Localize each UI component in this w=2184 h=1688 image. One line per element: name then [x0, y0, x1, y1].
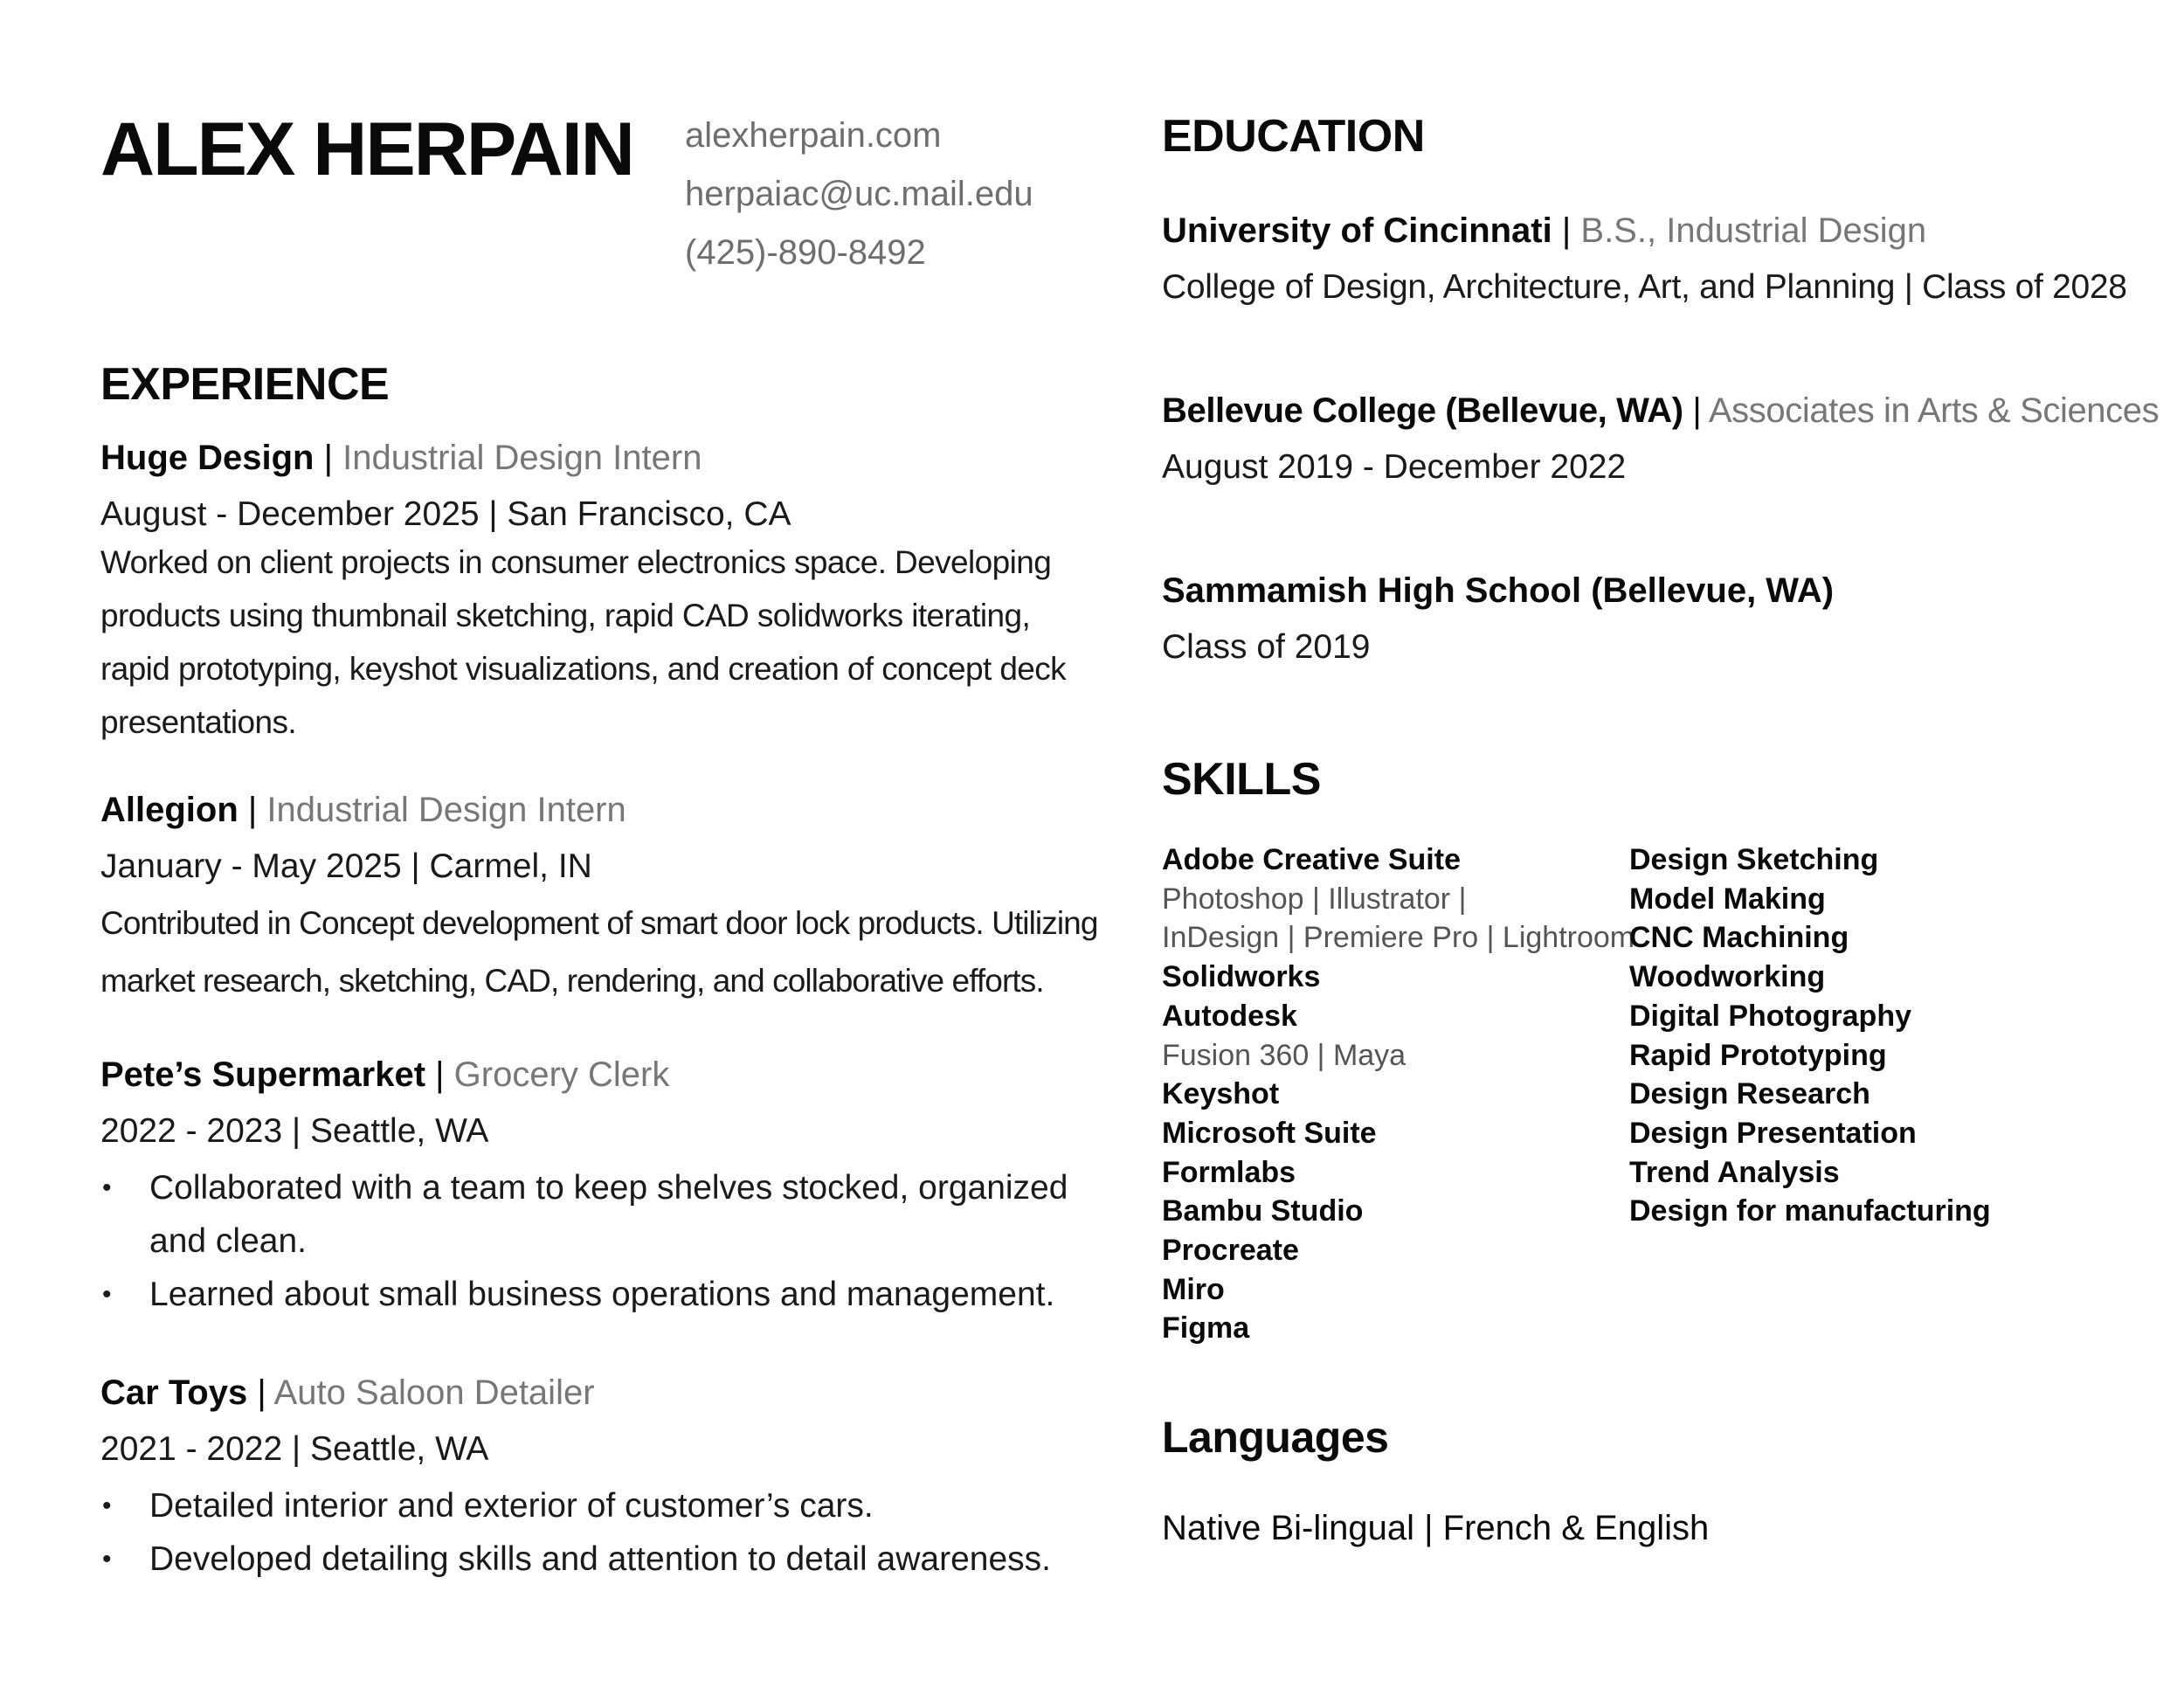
skill-item: Design Sketching — [1629, 843, 1879, 876]
separator: | — [1561, 211, 1572, 250]
job-dates-location: January - May 2025 | Carmel, IN — [100, 847, 592, 885]
skill-item: Rapid Prototyping — [1629, 1038, 1887, 1072]
school-title-line — [1162, 390, 2160, 432]
phone-number: (425)-890-8492 — [685, 233, 926, 272]
degree: Associates in Arts & Sciences — [1708, 391, 2160, 430]
description-line: Worked on client projects in consumer electronics space. Developing — [100, 543, 1052, 580]
job-allegion — [100, 789, 1114, 1010]
skill-item: Digital Photography — [1629, 999, 1911, 1033]
candidate-name: ALEX HERPAIN — [100, 107, 633, 191]
separator: | — [435, 1055, 445, 1094]
education-heading: EDUCATION — [1162, 111, 1425, 162]
languages-text: Native Bi-lingual | French & English — [1162, 1509, 1710, 1547]
job-car-toys — [100, 1372, 1114, 1586]
degree: B.S., Industrial Design — [1580, 211, 1927, 250]
job-description — [100, 895, 1114, 1010]
skill-item: Formlabs — [1162, 1155, 1296, 1189]
job-title-line — [100, 1054, 1114, 1096]
school-detail: Class of 2019 — [1162, 628, 1371, 666]
school-name: Bellevue College (Bellevue, WA) — [1162, 391, 1683, 430]
job-title-line — [100, 437, 1114, 479]
company-name: Huge Design — [100, 439, 314, 477]
skills-column-software — [1162, 841, 1635, 1348]
skill-item: Design Presentation — [1629, 1116, 1917, 1150]
skill-item: Model Making — [1629, 882, 1826, 916]
skill-item: Keyshot — [1162, 1077, 1280, 1111]
school-sammamish — [1162, 570, 2149, 668]
bullet-item: • Detailed interior and exterior of customer’s cars. — [100, 1479, 1114, 1532]
job-dates-location: August - December 2025 | San Francisco, CA — [100, 495, 791, 533]
job-petes-supermarket — [100, 1054, 1114, 1321]
languages-heading: Languages — [1162, 1413, 1389, 1462]
skill-item: CNC Machining — [1629, 921, 1849, 955]
job-title-line — [100, 1372, 1114, 1414]
skill-item: Figma — [1162, 1311, 1250, 1346]
job-description — [100, 536, 1114, 749]
description-line: market research, sketching, CAD, rendering, and collaborative efforts. — [100, 962, 1044, 999]
separator: | — [323, 439, 333, 477]
job-role: Auto Saloon Detailer — [273, 1373, 595, 1412]
job-bullets — [100, 1161, 1105, 1321]
skill-item: Design Research — [1629, 1077, 1870, 1111]
experience-heading: EXPERIENCE — [100, 359, 390, 410]
school-title-line — [1162, 210, 2149, 252]
skill-subitem: InDesign | Premiere Pro | Lightroom — [1162, 921, 1635, 955]
bullet-item: • Developed detailing skills and attention to detail awareness. — [100, 1532, 1114, 1586]
contact-block — [685, 107, 1033, 282]
skill-item: Miro — [1162, 1272, 1225, 1306]
job-dates-location: 2022 - 2023 | Seattle, WA — [100, 1112, 489, 1150]
description-line: rapid prototyping, keyshot visualizations, and creation of concept deck — [100, 650, 1067, 687]
job-role: Industrial Design Intern — [266, 791, 626, 829]
job-huge-design — [100, 437, 1114, 749]
skill-item: Procreate — [1162, 1234, 1299, 1268]
school-bellevue-college — [1162, 390, 2160, 488]
email-link[interactable]: herpaiac@uc.mail.edu — [685, 175, 1033, 213]
skill-item: Woodworking — [1629, 960, 1826, 994]
school-detail: August 2019 - December 2022 — [1162, 448, 1627, 486]
bullet-item: • Learned about small business operations and management. — [100, 1268, 1105, 1321]
skill-item: Trend Analysis — [1629, 1155, 1840, 1189]
skill-subitem: Fusion 360 | Maya — [1162, 1038, 1406, 1072]
description-line: products using thumbnail sketching, rapid CAD solidworks iterating, — [100, 597, 1031, 633]
description-line: Contributed in Concept development of smart door lock products. Utilizing — [100, 904, 1098, 941]
school-detail: College of Design, Architecture, Art, and Planning | Class of 2028 — [1162, 268, 2127, 306]
skills-heading: SKILLS — [1162, 754, 1321, 805]
skill-subitem: Photoshop | Illustrator | — [1162, 882, 1467, 916]
school-uc — [1162, 210, 2149, 308]
company-name: Allegion — [100, 791, 238, 829]
skill-item: Adobe Creative Suite — [1162, 843, 1461, 876]
separator: | — [1692, 391, 1702, 430]
job-role: Grocery Clerk — [453, 1055, 670, 1094]
school-name: Sammamish High School (Bellevue, WA) — [1162, 571, 1835, 610]
skill-item: Design for manufacturing — [1629, 1194, 1991, 1228]
skills-column-design — [1629, 841, 1991, 1231]
bullet-item: • Collaborated with a team to keep shelves stocked, organized and clean. — [100, 1161, 1105, 1268]
separator: | — [247, 791, 258, 829]
job-title-line — [100, 789, 1114, 831]
skill-item: Solidworks — [1162, 960, 1321, 994]
skill-item: Microsoft Suite — [1162, 1116, 1377, 1150]
website-link[interactable]: alexherpain.com — [685, 116, 942, 155]
company-name: Car Toys — [100, 1373, 248, 1412]
job-dates-location: 2021 - 2022 | Seattle, WA — [100, 1430, 489, 1468]
skill-item: Bambu Studio — [1162, 1194, 1364, 1228]
school-name: University of Cincinnati — [1162, 211, 1552, 250]
school-title-line — [1162, 570, 2149, 612]
company-name: Pete’s Supermarket — [100, 1055, 426, 1094]
job-role: Industrial Design Intern — [342, 439, 702, 477]
description-line: presentations. — [100, 703, 297, 740]
skill-item: Autodesk — [1162, 999, 1297, 1033]
job-bullets — [100, 1479, 1114, 1586]
separator: | — [257, 1373, 266, 1412]
